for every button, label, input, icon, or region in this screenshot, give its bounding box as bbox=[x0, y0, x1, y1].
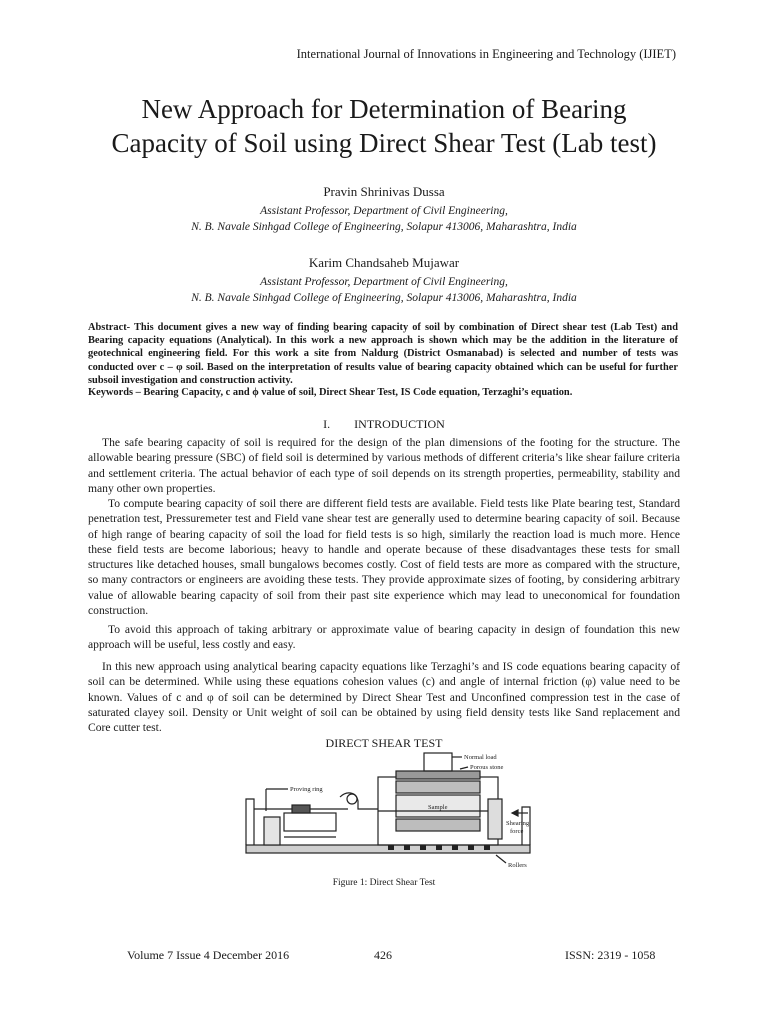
loading-plate bbox=[396, 771, 480, 779]
footer-page-number: 426 bbox=[374, 948, 392, 962]
footer-issn: ISSN: 2319 - 1058 bbox=[565, 948, 656, 962]
proving-ring-housing bbox=[284, 813, 336, 831]
left-wall bbox=[246, 799, 254, 845]
title-line-2: Capacity of Soil using Direct Shear Test (Lab test) bbox=[111, 128, 657, 158]
author-2-affiliation bbox=[60, 274, 708, 306]
author-1-affil-line-1: Assistant Professor, Department of Civil Engineering, bbox=[260, 205, 508, 217]
label-proving-ring: Proving ring bbox=[290, 786, 323, 793]
author-2-name: Karim Chandsaheb Mujawar bbox=[308, 255, 460, 270]
journal-header: International Journal of Innovations in Engineering and Technology (IJIET) bbox=[296, 47, 676, 61]
paragraph-2: To compute bearing capacity of soil there are different field tests are available. Field tests like Plate bearing test, Standard penetration test, Pressuremeter test and Field vane shear test are generally used to determine bearing capacity of soil. Because of high range of bearing capacity of soil the load for field tests is so high, similarly the reaction load is much more. Hence these field tests are become laborious; heavy to handle and operate because of these disadvantages these tests for small structures like detached houses, small bungalows becomes costly. Cost of field tests are more as compared with the structure, so many contractors or engineers are avoiding these tests. They provide approximate sizes of footing, by considering arbitrary value of allowable bearing capacity of soil from their past site experience which may lead to uneconomical for foundation construction. bbox=[88, 497, 680, 618]
abstract: Abstract- This document gives a new way of finding bearing capacity of soil by combination of Direct shear test (Lab Test) and Bearing capacity equations (Analytical). In this work a new approach is shown which may be the addition in the literature of geotechnical engineering field. For this work a site from Naldurg (District Osmanabad) is selected and number of tests was conducted over c – φ soil. Based on the interpretation of results value of bearing capacity obtained which can be useful for further subsoil investigation and construction activity. bbox=[88, 322, 678, 386]
keywords: Keywords – Bearing Capacity, c and ϕ value of soil, Direct Shear Test, IS Code equation, Terzaghi’s equation. bbox=[88, 387, 573, 398]
proving-ring bbox=[292, 805, 310, 813]
footer-volume: Volume 7 Issue 4 December 2016 bbox=[127, 948, 290, 962]
label-rollers: Rollers bbox=[508, 862, 527, 869]
section-heading bbox=[0, 417, 768, 432]
label-force: force bbox=[510, 828, 524, 835]
section-title: INTRODUCTION bbox=[354, 417, 445, 431]
label-sample: Sample bbox=[428, 804, 448, 811]
normal-load-hanger bbox=[424, 753, 452, 771]
figure-heading: DIRECT SHEAR TEST bbox=[325, 736, 443, 750]
figure-caption: Figure 1: Direct Shear Test bbox=[332, 878, 436, 888]
author-1-affiliation bbox=[60, 203, 708, 235]
paper-title bbox=[60, 92, 708, 160]
direct-shear-apparatus-diagram bbox=[228, 751, 548, 875]
porous-stone-top bbox=[396, 781, 480, 793]
proving-ring-post bbox=[264, 817, 280, 845]
section-number: I. bbox=[323, 417, 331, 431]
paragraph-4: In this new approach using analytical bearing capacity equations like Terzaghi’s and IS code equations bearing capacity of soil can be determined. While using these equations cohesion values (c) and angle of internal friction (φ) value need to be known. Values of c and φ of soil can be determined by Direct Shear Test and Unconfined compression test in the case of saturated clayey soil. Density or Unit weight of soil can be obtained by using field density tests like Sand replacement and Core cutter test. bbox=[88, 660, 680, 735]
paragraph-1: The safe bearing capacity of soil is required for the design of the plan dimensions of the footing for the structure. The allowable bearing pressure (SBC) of field soil is determined by various methods of different criteria’s like shear failure criteria and settlement criteria. The actual behavior of each type of soil depends on its strength properties, permeability, stability and many other own properties. bbox=[88, 436, 680, 495]
author-1-name: Pravin Shrinivas Dussa bbox=[323, 184, 445, 199]
author-2-affil-line-2: N. B. Navale Sinhgad College of Engineering, Solapur 413006, Maharashtra, India bbox=[191, 292, 577, 304]
paragraph-3: To avoid this approach of taking arbitrary or approximate value of bearing capacity in design of foundation this new approach will be useful, less costly and easy. bbox=[88, 623, 680, 652]
porous-stone-bottom bbox=[396, 819, 480, 831]
loading-block bbox=[488, 799, 502, 839]
title-line-1: New Approach for Determination of Bearing bbox=[141, 94, 627, 124]
author-1-affil-line-2: N. B. Navale Sinhgad College of Engineering, Solapur 413006, Maharashtra, India bbox=[191, 221, 577, 233]
connector-arm bbox=[340, 793, 378, 809]
author-2-affil-line-1: Assistant Professor, Department of Civil Engineering, bbox=[260, 276, 508, 288]
label-porous-stone: Porous stone bbox=[470, 764, 504, 771]
label-shearing: Shearing bbox=[506, 820, 530, 827]
label-normal-load: Normal load bbox=[464, 754, 497, 761]
